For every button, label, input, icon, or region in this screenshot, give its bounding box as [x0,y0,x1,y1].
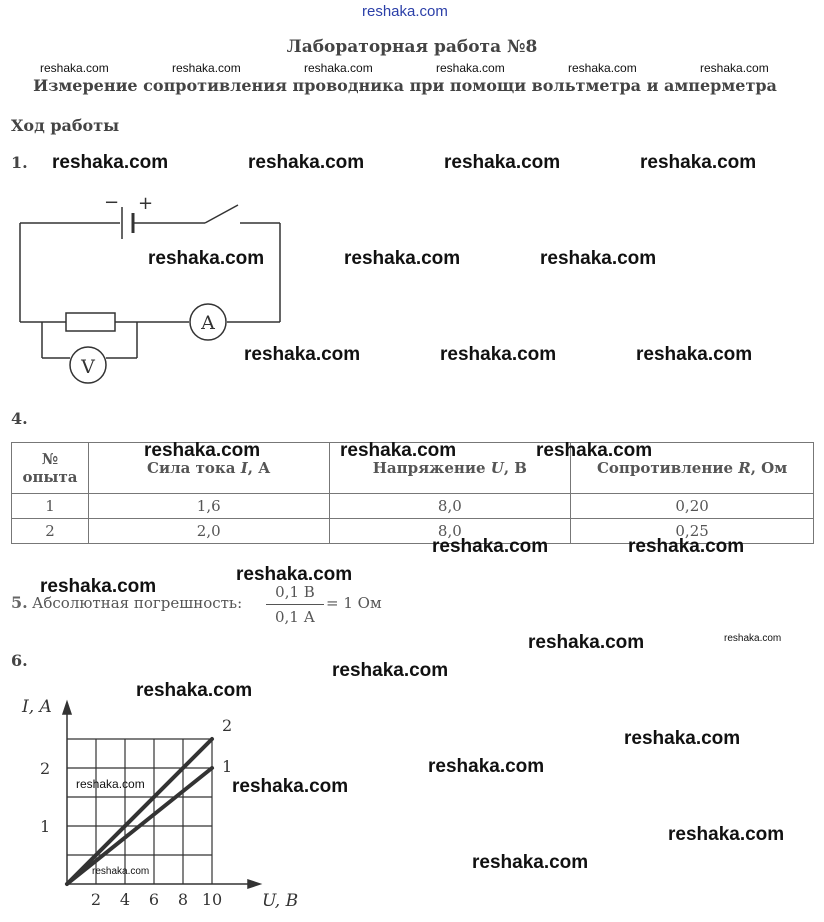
iv-graph [0,690,320,922]
table-cell: 1 [12,494,89,519]
watermark: reshaka.com [668,824,785,845]
header-var: I [240,459,248,477]
x-axis-label: U, B [262,891,299,911]
step-number: 4. [11,409,28,428]
header-text: Напряжение [372,459,491,477]
y-axis-arrow [63,702,71,714]
watermark: reshaka.com [304,61,373,75]
table-cell: 2,0 [88,519,329,544]
page-subtitle: Измерение сопротивления проводника при помощи вольтметра и амперметра [33,76,777,95]
header-var: R [738,459,751,477]
header-text: Сила тока [147,459,241,477]
watermark: reshaka.com [440,344,557,365]
watermark: reshaka.com [144,440,261,461]
header-text: опыта [22,468,78,486]
watermark: reshaka.com [148,248,265,269]
watermark: reshaka.com [432,536,549,557]
fraction [266,582,324,627]
watermark: reshaka.com [232,776,349,797]
watermark: reshaka.com [540,248,657,269]
section-heading: Ход работы [11,116,120,135]
error-label: Абсолютная погрешность: [32,594,243,612]
x-tick-label: 2 [90,890,102,909]
watermark: reshaka.com [76,777,145,791]
watermark: reshaka.com [568,61,637,75]
fraction-bar [266,604,324,605]
watermark: reshaka.com [700,61,769,75]
watermark: reshaka.com [332,660,449,681]
table-cell: 2 [12,519,89,544]
watermark: reshaka.com [40,61,109,75]
watermark: reshaka.com [436,61,505,75]
resistor [66,313,115,331]
watermark: reshaka.com [40,576,157,597]
header-text: Сопротивление [596,459,739,477]
x-tick-label: 10 [201,890,223,909]
fraction-denominator: 0,1 А [275,608,315,626]
watermark: reshaka.com [236,564,353,585]
watermark: reshaka.com [536,440,653,461]
watermark: reshaka.com [344,248,461,269]
step-number: 6. [11,651,28,670]
table-header-cell [12,443,89,494]
error-result: = 1 Ом [326,594,382,612]
x-tick-label: 6 [148,890,160,909]
line-label: 1 [222,757,233,776]
watermark: reshaka.com [640,152,757,173]
site-header-link[interactable]: reshaka.com [362,3,448,20]
switch-lever [205,205,238,223]
x-tick-label: 4 [119,890,131,909]
header-unit: , В [503,459,527,477]
watermark: reshaka.com [136,680,253,701]
table-cell: 0,20 [571,494,814,519]
voltmeter-label: V [81,356,95,378]
table-cell: 1,6 [88,494,329,519]
watermark: reshaka.com [52,152,169,173]
table-cell: 0,25 [571,519,814,544]
table-row [12,494,814,519]
table-cell: 8,0 [329,519,571,544]
page-title: Лабораторная работа №8 [286,37,538,57]
watermark: reshaka.com [444,152,561,173]
header-text: № [41,450,59,468]
watermark: reshaka.com [428,756,545,777]
y-tick-label: 1 [40,817,51,836]
watermark: reshaka.com [636,344,753,365]
line-label: 2 [222,716,233,735]
header-unit: , Ом [750,459,788,477]
watermark: reshaka.com [472,852,589,873]
ammeter-label: A [201,312,215,334]
battery-plus-sign: + [138,193,154,214]
fraction-numerator: 0,1 В [275,583,315,601]
y-axis-label: I, A [22,697,52,717]
header-unit: , А [247,459,271,477]
watermark: reshaka.com [528,632,645,653]
y-tick-label: 2 [40,759,51,778]
table-cell: 8,0 [329,494,571,519]
watermark: reshaka.com [628,536,745,557]
header-var: U [490,459,504,477]
watermark: reshaka.com [340,440,457,461]
watermark: reshaka.com [248,152,365,173]
watermark: reshaka.com [624,728,741,749]
watermark: reshaka.com [92,866,150,877]
step-number: 5. [11,593,28,612]
step-number: 1. [11,153,28,172]
series-line-2 [67,739,212,884]
watermark: reshaka.com [244,344,361,365]
watermark: reshaka.com [172,61,241,75]
x-axis-arrow [248,880,260,888]
x-tick-label: 8 [177,890,189,909]
battery-minus-sign: − [104,192,120,213]
watermark: reshaka.com [724,633,782,644]
